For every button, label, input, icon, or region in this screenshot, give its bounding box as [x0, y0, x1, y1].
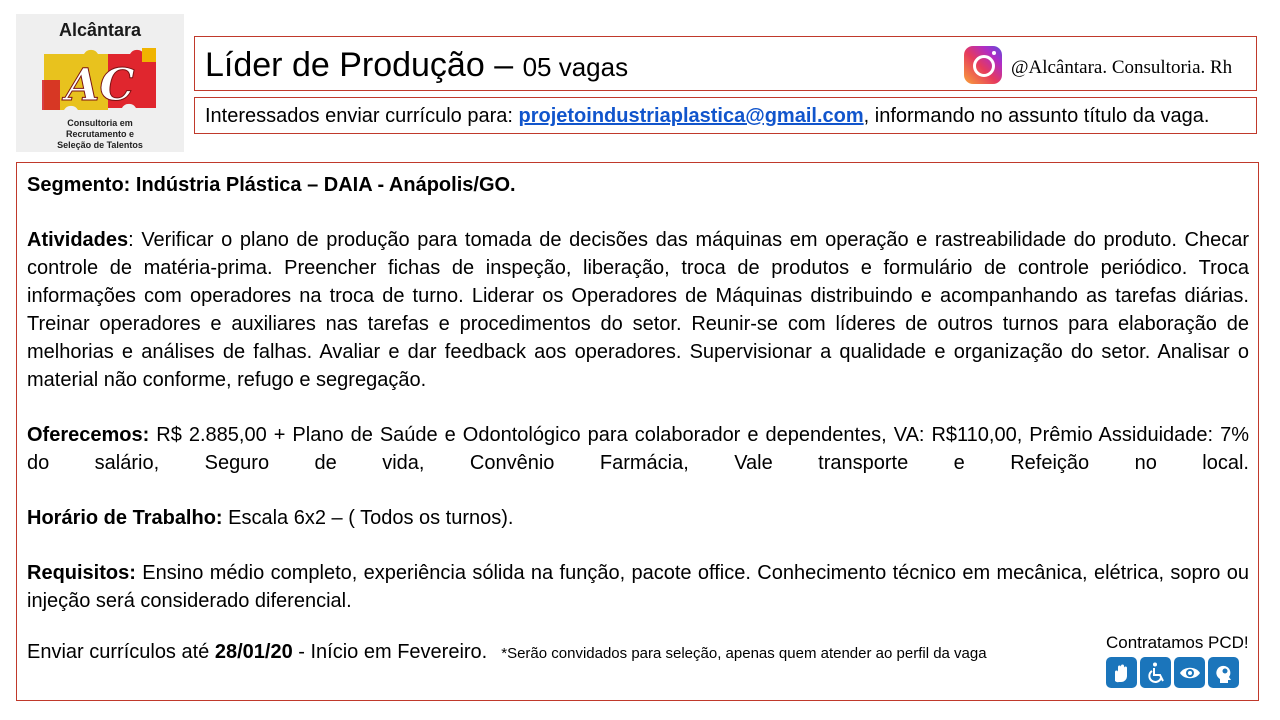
atividades-text: : Verificar o plano de produção para tomada de decisões das máquinas em operação e rastreabilidade do produto. Checar controle de matéria-prima. Preencher fichas de inspeção, liberação, troca de produtos e formulário de controle periódico. Troca informações com operadores na troca de turno. Liderar os Operadores de Máquinas distribuindo e acompanhando as tarefas diárias. Treinar operadores e auxiliares nas tarefas e procedimentos do setor. Reunir-se com líderes de outros turnos para elaboração de melhorias e análises de falhas. Avaliar e dar feedback aos operadores. Supervisionar a qualidade e organização do setor. Analisar o material não conforme, refugo e segregação. — [27, 229, 1249, 391]
title-box — [194, 36, 1257, 91]
requisitos-label: Requisitos: — [27, 562, 136, 584]
horario-value: Escala 6x2 – ( Todos os turnos). — [222, 507, 514, 529]
start-info: - Início em Fevereiro. — [292, 641, 488, 663]
oferecemos-line2: do salário, Seguro de vida, Convênio Farmácia, Vale transporte e Refeição no local. — [27, 452, 1249, 474]
segmento-paragraph — [27, 171, 1249, 199]
instagram-icon[interactable] — [964, 46, 1002, 84]
page-title — [205, 45, 628, 87]
sign-language-icon — [1106, 657, 1137, 688]
pcd-title: Contratamos PCD! — [1106, 633, 1249, 652]
vacancy-count: 05 vagas — [522, 52, 629, 82]
footer-line — [27, 641, 987, 664]
deadline-prefix: Enviar currículos até — [27, 641, 215, 663]
wheelchair-icon — [1140, 657, 1171, 688]
requisitos-text: Ensino médio completo, experiência sólida na função, pacote office. Conhecimento técnico em mecânica, elétrica, sopro ou injeção será considerado diferencial. — [27, 562, 1249, 612]
eye-icon — [1174, 657, 1205, 688]
oferecemos-line1: R$ 2.885,00 + Plano de Saúde e Odontológico para colaborador e dependentes, VA: R$110,00, Prêmio Assiduidade: 7% — [149, 424, 1249, 446]
contact-line — [205, 104, 1209, 128]
oferecemos-label: Oferecemos: — [27, 424, 150, 446]
atividades-paragraph — [27, 226, 1249, 394]
contact-box — [194, 97, 1257, 134]
job-description — [27, 171, 1249, 642]
instagram-handle[interactable]: @Alcântara. Consultoria. Rh — [1011, 57, 1233, 78]
contact-suffix: , informando no assunto título da vaga. — [863, 105, 1210, 127]
head-mind-icon — [1208, 657, 1239, 688]
job-title: Líder de Produção — [205, 46, 485, 84]
title-dash: – — [484, 46, 523, 84]
segmento-value: Indústria Plástica – DAIA - Anápolis/GO. — [130, 174, 516, 196]
puzzle-logo-icon — [38, 44, 162, 118]
logo-tagline: Consultoria em Recrutamento e Seleção de Talentos — [57, 118, 143, 150]
deadline-date: 28/01/20 — [214, 641, 293, 663]
email-link[interactable]: projetoindustriaplastica@gmail.com — [518, 105, 864, 127]
contact-prefix: Interessados enviar currículo para: — [205, 105, 519, 127]
logo-initials: AC — [65, 60, 135, 111]
atividades-label: Atividades — [27, 229, 129, 251]
pcd-icons — [1106, 657, 1239, 688]
requisitos-paragraph — [27, 559, 1249, 615]
horario-label: Horário de Trabalho: — [27, 507, 223, 529]
horario-paragraph — [27, 504, 1249, 532]
oferecemos-paragraph — [27, 421, 1249, 477]
logo-brand-name: Alcântara — [58, 20, 142, 40]
segmento-label: Segmento: — [27, 174, 131, 196]
selection-note: *Serão convidados para seleção, apenas quem atender ao perfil da vaga — [501, 645, 987, 662]
company-logo — [16, 14, 184, 152]
job-description-box — [16, 162, 1259, 701]
